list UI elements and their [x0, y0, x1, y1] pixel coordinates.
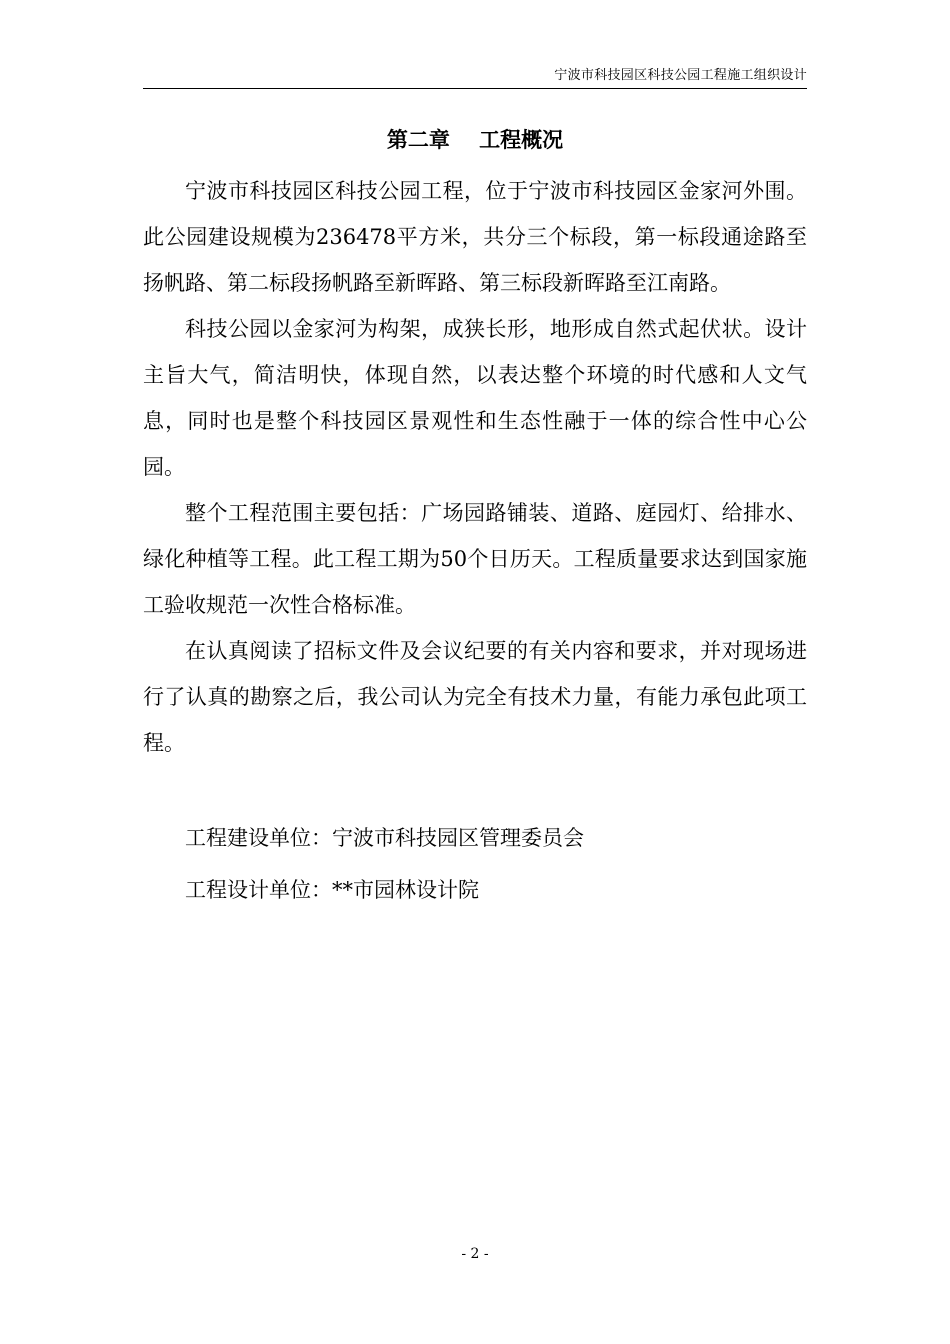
- header-title: 宁波市科技园区科技公园工程施工组织设计: [554, 68, 807, 83]
- blank-spacer: [143, 766, 807, 812]
- document-body: [143, 168, 807, 916]
- paragraph-project-scope: 整个工程范围主要包括：广场园路铺装、道路、庭园灯、给排水、绿化种植等工程。此工程工期为50个日历天。工程质量要求达到国家施工验收规范一次性合格标准。: [143, 501, 807, 617]
- design-unit: 工程设计单位：**市园林设计院: [185, 878, 479, 902]
- construction-unit: 工程建设单位：宁波市科技园区管理委员会: [185, 826, 584, 850]
- chapter-title: 第二章 工程概况: [386, 128, 564, 152]
- paragraph-design-concept: 科技公园以金家河为构架，成狭长形，地形成自然式起伏状。设计主旨大气，简洁明快，体现自然，以表达整个环境的时代感和人文气息，同时也是整个科技园区景观性和生态性融于一体的综合性中心公园。: [143, 317, 807, 479]
- page-number: - 2 -: [461, 1246, 489, 1262]
- paragraph-company-statement: 在认真阅读了招标文件及会议纪要的有关内容和要求，并对现场进行了认真的勘察之后，我公司认为完全有技术力量，有能力承包此项工程。: [143, 639, 807, 755]
- paragraph-project-location: 宁波市科技园区科技公园工程，位于宁波市科技园区金家河外围。此公园建设规模为236478平方米，共分三个标段，第一标段通途路至扬帆路、第二标段扬帆路至新晖路、第三标段新晖路至江南路。: [143, 179, 807, 295]
- page-header: [143, 62, 807, 89]
